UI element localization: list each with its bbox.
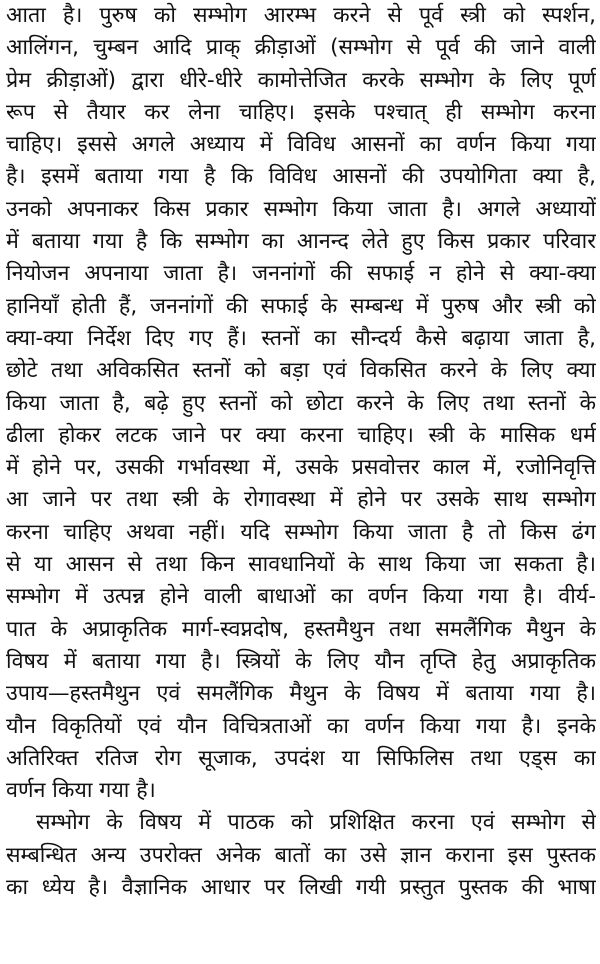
text-line: आलिंगन, चुम्बन आदि प्राक् क्रीड़ाओं (सम्भोग से पूर्व की जाने वाली (6, 35, 596, 61)
text-line: अतिरिक्त रतिज रोग सूजाक, उपदंश या सिफिलिस तथा एड्स का (6, 745, 596, 771)
text-line: है। इसमें बताया गया है कि विविध आसनों की उपयोगिता क्या है, (6, 164, 596, 190)
text-line: में होने पर, उसकी गर्भावस्था में, उसके प्रसवोत्तर काल में, रजोनिवृत्ति (6, 455, 596, 481)
text-line: उनको अपनाकर किस प्रकार सम्भोग किया जाता है। अगले अध्यायों (6, 196, 596, 222)
text-line: सम्भोग में उत्पन्न होने वाली बाधाओं का वर्णन किया गया है। वीर्य- (6, 584, 596, 610)
text-line: वर्णन किया गया है। (6, 778, 156, 804)
text-line: उपाय—हस्तमैथुन एवं समलैंगिक मैथुन के विषय में बताया गया है। (6, 681, 596, 707)
text-line: से या आसन से तथा किन सावधानियों के साथ किया जा सकता है। (6, 552, 596, 578)
text-line: में बताया गया है कि सम्भोग का आनन्द लेते हुए किस प्रकार परिवार (6, 229, 596, 255)
text-line: किया जाता है, बढ़े हुए स्तनों को छोटा करने के लिए तथा स्तनों के (6, 390, 596, 416)
text-line: विषय में बताया गया है। स्त्रियों के लिए यौन तृप्ति हेतु अप्राकृतिक (6, 648, 596, 674)
text-line: सम्भोग के विषय में पाठक को प्रशिक्षित करना एवं सम्भोग से (36, 810, 596, 836)
text-line: का ध्येय है। वैज्ञानिक आधार पर लिखी गयी प्रस्तुत पुस्तक की भाषा (6, 875, 596, 901)
text-line: हानियाँ होती हैं, जननांगों की सफाई के सम्बन्ध में पुरुष और स्त्री को (6, 293, 596, 319)
paragraph-1 (6, 0, 596, 807)
text-line: क्या-क्या निर्देश दिए गए हैं। स्तनों का सौन्दर्य कैसे बढ़ाया जाता है, (6, 325, 596, 351)
paragraph-2 (6, 807, 596, 904)
text-line: नियोजन अपनाया जाता है। जननांगों की सफाई न होने से क्या-क्या (6, 261, 596, 287)
text-line: छोटे तथा अविकसित स्तनों को बड़ा एवं विकसित करने के लिए क्या (6, 358, 596, 384)
body-text (6, 0, 596, 904)
text-line: आता है। पुरुष को सम्भोग आरम्भ करने से पूर्व स्त्री को स्पर्शन, (6, 3, 596, 28)
text-line: करना चाहिए अथवा नहीं। यदि सम्भोग किया जाता है तो किस ढंग (6, 519, 596, 545)
text-line: सम्बन्धित अन्य उपरोक्त अनेक बातों का उसे ज्ञान कराना इस पुस्तक (6, 842, 596, 868)
text-line: पात के अप्राकृतिक मार्ग-स्वप्नदोष, हस्तमैथुन तथा समलैंगिक मैथुन के (6, 616, 596, 642)
text-line: प्रेम क्रीड़ाओं) द्वारा धीरे-धीरे कामोत्तेजित करके सम्भोग के लिए पूर्ण (6, 67, 596, 93)
text-line: चाहिए। इससे अगले अध्याय में विविध आसनों का वर्णन किया गया (6, 132, 596, 158)
text-line: आ जाने पर तथा स्त्री के रोगावस्था में होने पर उसके साथ सम्भोग (6, 487, 596, 513)
text-line: यौन विकृतियों एवं यौन विचित्रताओं का वर्णन किया गया है। इनके (6, 713, 596, 739)
text-line: रूप से तैयार कर लेना चाहिए। इसके पश्चात् ही सम्भोग करना (6, 99, 596, 125)
text-line: ढीला होकर लटक जाने पर क्या करना चाहिए। स्त्री के मासिक धर्म (6, 422, 596, 448)
